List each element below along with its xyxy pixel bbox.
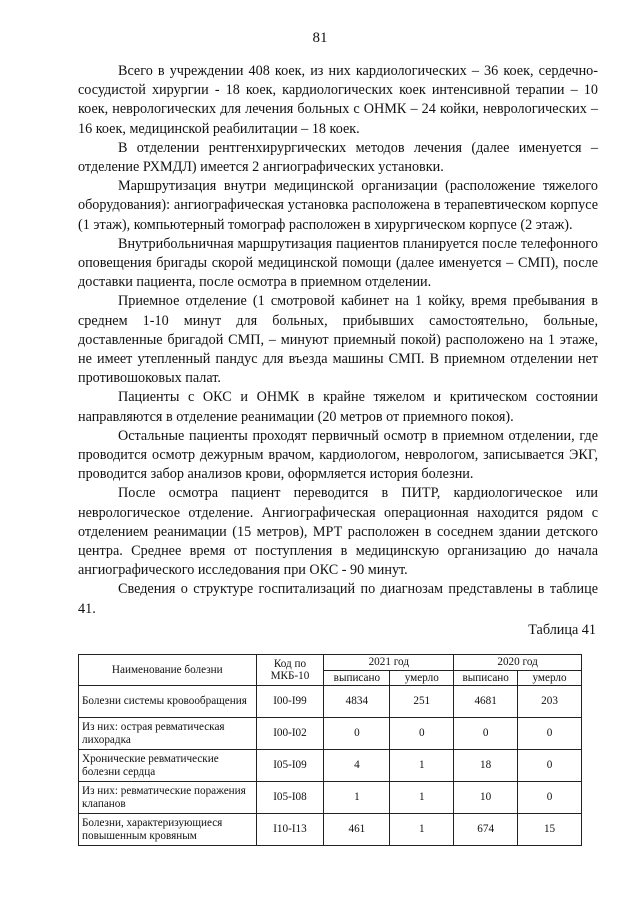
cell-disease-name: Хронические ревматические болезни сердца <box>79 750 257 782</box>
document-body <box>78 62 598 619</box>
table-caption: Таблица 41 <box>528 622 596 638</box>
cell-died-2020: 0 <box>518 750 582 782</box>
paragraph: После осмотра пациент переводится в ПИТР, кардиологическое или неврологическое отделение. Ангиографическая операционная находится рядом с отделением реанимации (15 метров), МРТ расположен в соседнем здании детского центра. Среднее время от поступления в медицинскую организацию до начала ангиографического исследования при ОКС - 90 минут. <box>78 485 598 579</box>
cell-discharged-2020: 18 <box>454 750 518 782</box>
cell-discharged-2021: 1 <box>324 782 390 814</box>
hospitalization-table <box>78 654 582 846</box>
cell-discharged-2021: 4 <box>324 750 390 782</box>
cell-icd-code: I05-I09 <box>256 750 324 782</box>
table-row <box>79 782 582 814</box>
cell-discharged-2021: 0 <box>324 718 390 750</box>
header-discharged-2021: выписано <box>324 670 390 686</box>
header-died-2021: умерло <box>390 670 454 686</box>
cell-discharged-2021: 461 <box>324 814 390 846</box>
cell-disease-name: Болезни системы кровообращения <box>79 686 257 718</box>
paragraph: Сведения о структуре госпитализаций по диагнозам представлены в таблице 41. <box>78 581 598 617</box>
table-row <box>79 718 582 750</box>
cell-discharged-2020: 0 <box>454 718 518 750</box>
header-year-2021: 2021 год <box>324 655 454 671</box>
cell-discharged-2020: 674 <box>454 814 518 846</box>
cell-died-2021: 251 <box>390 686 454 718</box>
page-number: 81 <box>312 30 328 46</box>
cell-icd-code: I00-I99 <box>256 686 324 718</box>
paragraph: Приемное отделение (1 смотровой кабинет на 1 койку, время пребывания в среднем 1-10 минут для больных, прибывших самостоятельно, больные, доставленные бригадой СМП, – минуют приемный покой) расположено на 1 этаже, не имеет утепленный пандус для въезда машины СМП. В приемном отделении нет противошоковых палат. <box>78 293 598 387</box>
table-row <box>79 814 582 846</box>
cell-icd-code: I05-I08 <box>256 782 324 814</box>
cell-discharged-2020: 10 <box>454 782 518 814</box>
cell-died-2020: 203 <box>518 686 582 718</box>
paragraph: В отделении рентгенхирургических методов лечения (далее именуется – отделение РХМДЛ) имеется 2 ангиографических установки. <box>78 139 598 176</box>
cell-died-2021: 0 <box>390 718 454 750</box>
table-row <box>79 686 582 718</box>
table-row <box>79 750 582 782</box>
cell-disease-name: Из них: ревматические поражения клапанов <box>79 782 257 814</box>
cell-died-2020: 0 <box>518 718 582 750</box>
cell-icd-code: I10-I13 <box>256 814 324 846</box>
cell-discharged-2021: 4834 <box>324 686 390 718</box>
cell-died-2021: 1 <box>390 782 454 814</box>
cell-died-2021: 1 <box>390 750 454 782</box>
cell-disease-name: Из них: острая ревматическая лихорадка <box>79 718 257 750</box>
cell-died-2021: 1 <box>390 814 454 846</box>
paragraph: Внутрибольничная маршрутизация пациентов планируется после телефонного оповещения бригады скорой медицинской помощи (далее именуется – СМП), после доставки пациента, после осмотра в приемном отделении. <box>78 235 598 291</box>
paragraph: Остальные пациенты проходят первичный осмотр в приемном отделении, где проводится осмотр дежурным врачом, кардиологом, неврологом, записывается ЭКГ, проводится забор анализов крови, оформляется история болезни. <box>78 427 598 483</box>
paragraph: Маршрутизация внутри медицинской организации (расположение тяжелого оборудования): ангиографическая установка расположена в терапевтическом корпусе (1 этаж), компьютерный томограф расположен в хирургическом корпусе (2 этаж). <box>78 178 598 233</box>
cell-icd-code: I00-I02 <box>256 718 324 750</box>
header-discharged-2020: выписано <box>454 670 518 686</box>
cell-disease-name: Болезни, характеризующиеся повышенным кровяным <box>79 814 257 846</box>
cell-died-2020: 15 <box>518 814 582 846</box>
header-died-2020: умерло <box>518 670 582 686</box>
cell-died-2020: 0 <box>518 782 582 814</box>
paragraph: Всего в учреждении 408 коек, из них кардиологических – 36 коек, сердечно-сосудистой хирургии - 18 коек, кардиологических коек интенсивной терапии – 10 коек, неврологических для лечения больных с ОНМК – 24 койки, неврологических – 16 коек, медицинской реабилитации – 18 коек. <box>78 63 598 137</box>
paragraph: Пациенты с ОКС и ОНМК в крайне тяжелом и критическом состоянии направляются в отделение реанимации (20 метров от приемного покоя). <box>78 389 598 425</box>
header-icd-code: Код по МКБ-10 <box>256 655 324 686</box>
header-disease-name: Наименование болезни <box>79 655 257 686</box>
cell-discharged-2020: 4681 <box>454 686 518 718</box>
header-year-2020: 2020 год <box>454 655 582 671</box>
